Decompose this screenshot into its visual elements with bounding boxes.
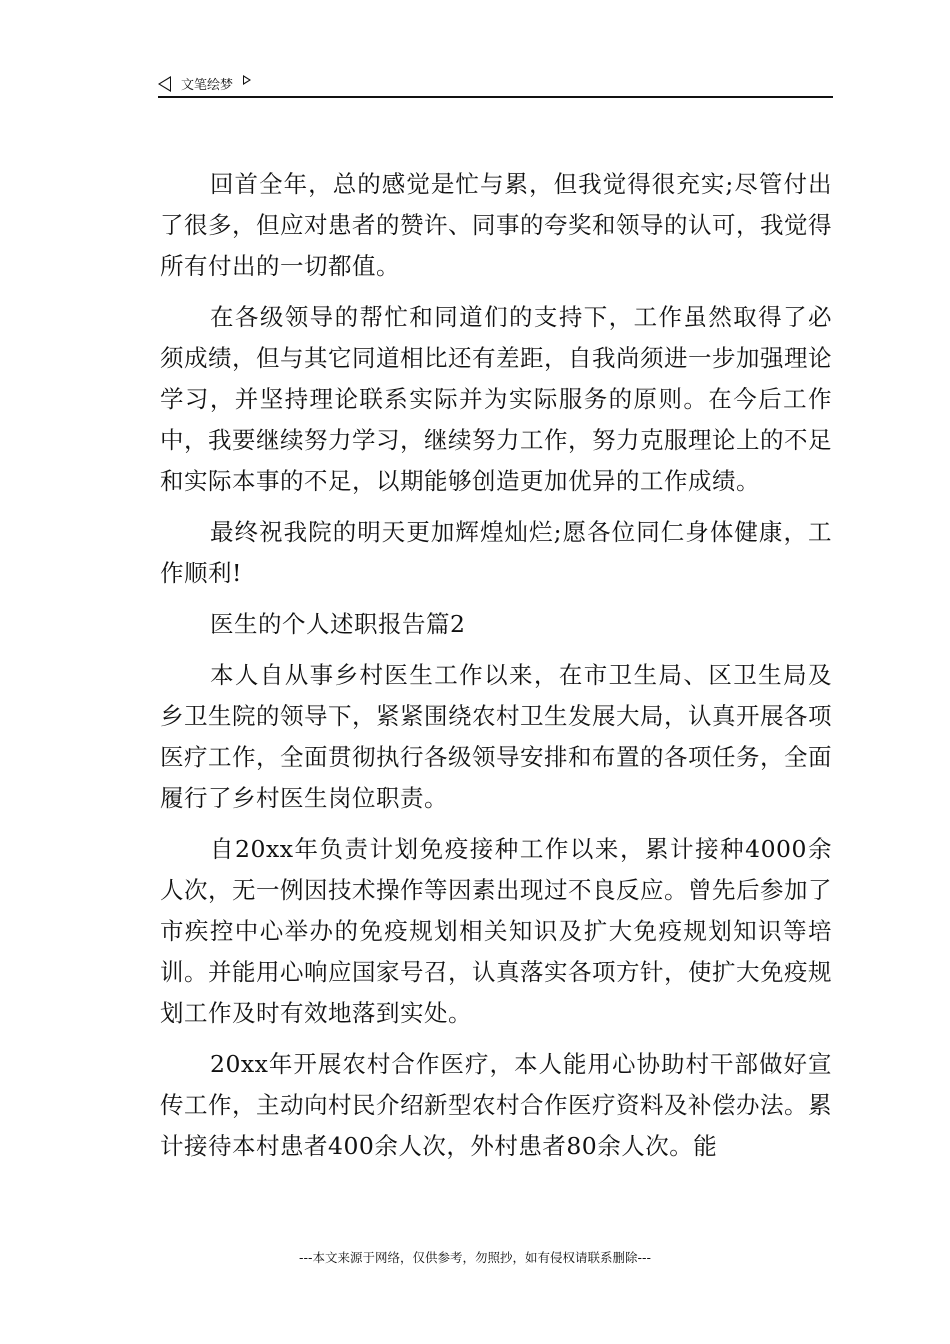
paragraph: 自20xx年负责计划免疫接种工作以来，累计接种4000余人次，无一例因技术操作等因素出现过不良反应。曾先后参加了市疾控中心举办的免疫规划相关知识及扩大免疫规划知识等培训。并能用心响应国家号召，认真落实各项方针，使扩大免疫规划工作及时有效地落到实处。 [160,835,832,1027]
page-header [158,70,833,98]
paragraph: 本人自从事乡村医生工作以来，在市卫生局、区卫生局及乡卫生院的领导下，紧紧围绕农村卫生发展大局，认真开展各项医疗工作，全面贯彻执行各级领导安排和布置的各项任务，全面履行了乡村医生岗位职责。 [160,661,832,812]
footer-disclaimer: ---本文来源于网络，仅供参考，勿照抄，如有侵权请联系删除--- [298,1250,652,1265]
header-title: 文笔绘梦 [181,78,234,93]
triangle-left-icon [158,76,171,92]
paragraph: 20xx年开展农村合作医疗，本人能用心协助村干部做好宣传工作，主动向村民介绍新型农村合作医疗资料及补偿办法。累计接待本村患者400余人次，外村患者80余人次。能 [160,1050,832,1160]
paragraph: 最终祝我院的明天更加辉煌灿烂;愿各位同仁身体健康，工作顺利! [160,518,832,587]
document-body [160,164,832,1177]
paragraph: 在各级领导的帮忙和同道们的支持下，工作虽然取得了必须成绩，但与其它同道相比还有差距，自我尚须进一步加强理论学习，并坚持理论联系实际并为实际服务的原则。在今后工作中，我要继续努力学习，继续努力工作，努力克服理论上的不足和实际本事的不足，以期能够创造更加优异的工作成绩。 [160,303,832,495]
section-heading: 医生的个人述职报告篇2 [210,610,466,638]
paragraph: 回首全年，总的感觉是忙与累，但我觉得很充实;尽管付出了很多，但应对患者的赞许、同事的夸奖和领导的认可，我觉得所有付出的一切都值。 [160,170,832,280]
triangle-right-icon [243,75,251,85]
header-brand [158,74,251,93]
